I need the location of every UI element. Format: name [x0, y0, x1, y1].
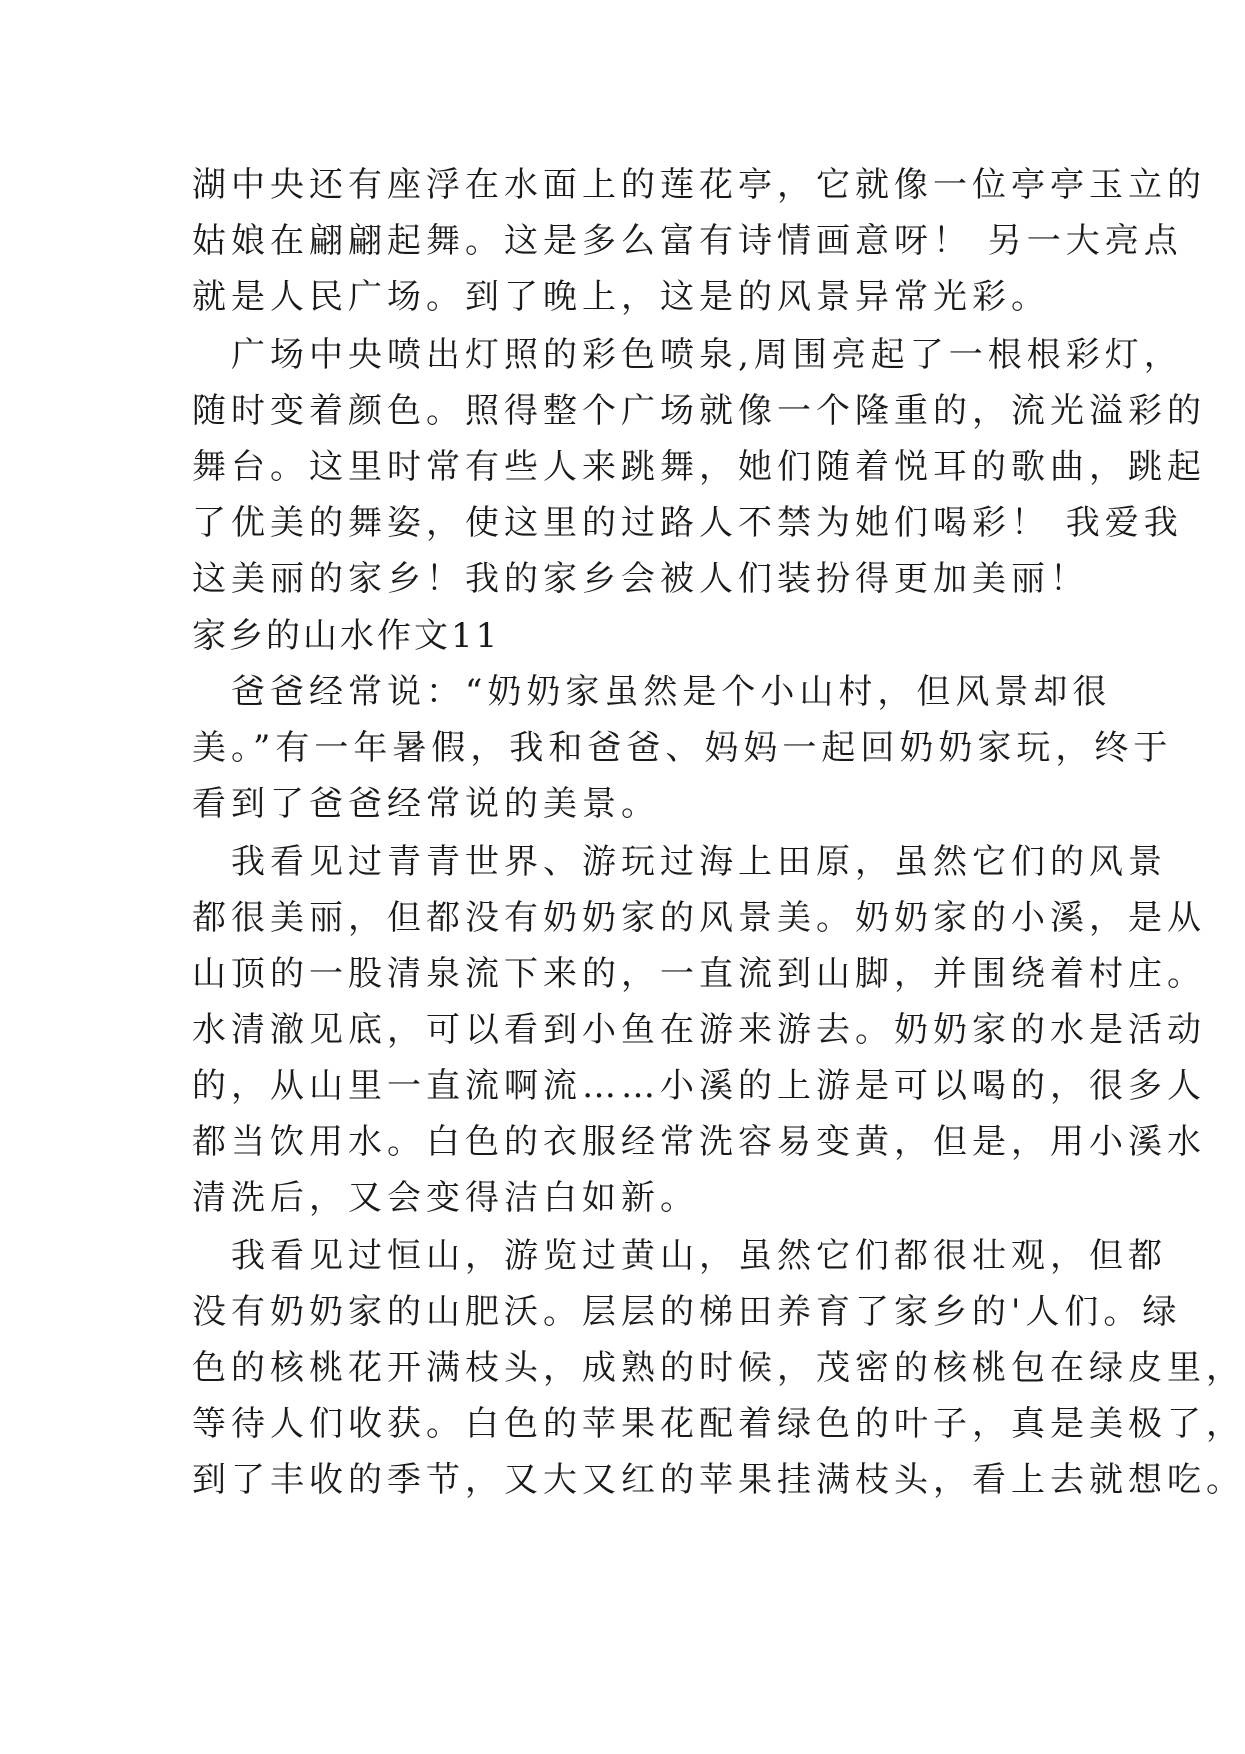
text-line: 都当饮用水。白色的衣服经常洗容易变黄，但是，用小溪水 — [192, 1122, 1206, 1162]
text-line: 我看见过恒山，游览过黄山，虽然它们都很壮观，但都 — [192, 1236, 1167, 1276]
text-line: 舞台。这里时常有些人来跳舞，她们随着悦耳的歌曲，跳起 — [192, 447, 1206, 487]
text-line: 了优美的舞姿，使这里的过路人不禁为她们喝彩！ 我爱我 — [192, 503, 1183, 543]
text-line: 随时变着颜色。照得整个广场就像一个隆重的，流光溢彩的 — [192, 391, 1206, 431]
text-line: 山顶的一股清泉流下来的，一直流到山脚，并围绕着村庄。 — [192, 954, 1206, 994]
text-line: 美。”有一年暑假，我和爸爸、妈妈一起回奶奶家玩，终于 — [192, 728, 1173, 768]
text-line: 广场中央喷出灯照的彩色喷泉,周围亮起了一根根彩灯， — [192, 335, 1183, 375]
text-line: 的，从山里一直流啊流……小溪的上游是可以喝的，很多人 — [192, 1066, 1206, 1106]
section-heading: 家乡的山水作文11 — [192, 616, 501, 656]
text-line: 到了丰收的季节，又大又红的苹果挂满枝头，看上去就想吃。 — [192, 1460, 1245, 1500]
text-line: 清洗后，又会变得洁白如新。 — [192, 1178, 699, 1218]
text-line: 姑娘在翩翩起舞。这是多么富有诗情画意呀！ 另一大亮点 — [192, 221, 1183, 261]
text-line: 爸爸经常说：“奶奶家虽然是个小山村，但风景却很 — [192, 672, 1112, 712]
text-line: 等待人们收获。白色的苹果花配着绿色的叶子，真是美极了， — [192, 1404, 1245, 1444]
text-line: 没有奶奶家的山肥沃。层层的梯田养育了家乡的'人们。绿 — [192, 1292, 1182, 1332]
text-line: 水清澈见底，可以看到小鱼在游来游去。奶奶家的水是活动 — [192, 1010, 1206, 1050]
text-line: 看到了爸爸经常说的美景。 — [192, 784, 660, 824]
text-line: 我看见过青青世界、游玩过海上田原，虽然它们的风景 — [192, 842, 1167, 882]
text-line: 这美丽的家乡！我的家乡会被人们装扮得更加美丽！ — [192, 559, 1089, 599]
text-line: 湖中央还有座浮在水面上的莲花亭，它就像一位亭亭玉立的 — [192, 165, 1206, 205]
text-line: 都很美丽，但都没有奶奶家的风景美。奶奶家的小溪，是从 — [192, 898, 1206, 938]
text-line: 就是人民广场。到了晚上，这是的风景异常光彩。 — [192, 277, 1050, 317]
text-line: 色的核桃花开满枝头，成熟的时候，茂密的核桃包在绿皮里， — [192, 1348, 1245, 1388]
